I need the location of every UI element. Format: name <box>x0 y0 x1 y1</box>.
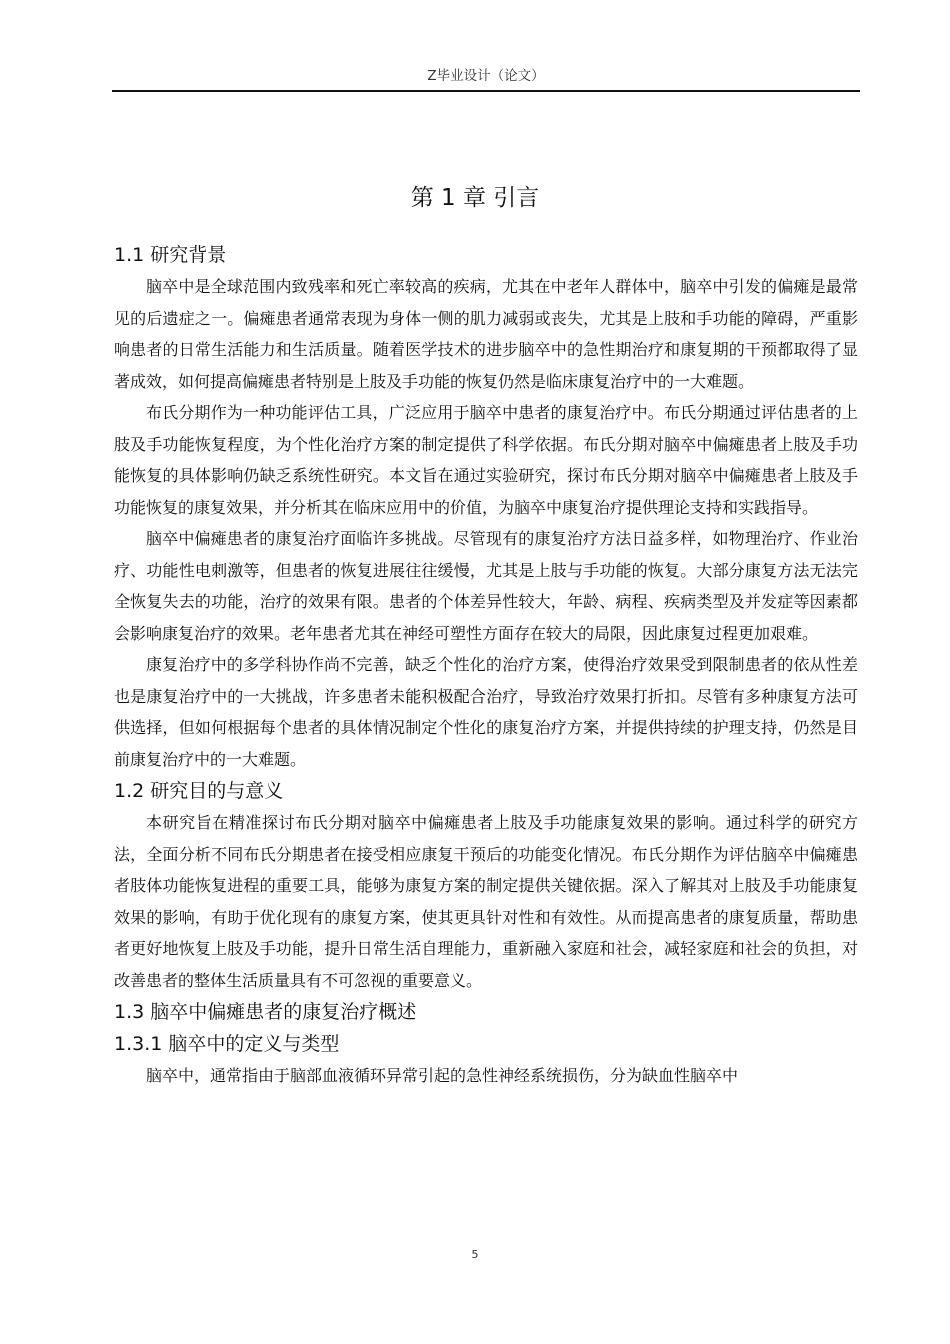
section-heading-1-3-1: 1.3.1 脑卒中的定义与类型 <box>114 1033 340 1055</box>
paragraph: 布氏分期作为一种功能评估工具，广泛应用于脑卒中患者的康复治疗中。布氏分期通过评估患者的上肢及手功能恢复程度，为个性化治疗方案的制定提供了科学依据。布氏分期对脑卒中偏瘫患者上肢及手功能恢复的具体影响仍缺乏系统性研究。本文旨在通过实验研究，探讨布氏分期对脑卒中偏瘫患者上肢及手功能恢复的康复效果，并分析其在临床应用中的价值，为脑卒中康复治疗提供理论支持和实践指导。 <box>114 403 858 517</box>
running-header: Z毕业设计（论文） <box>427 68 545 84</box>
section-heading-1-2: 1.2 研究目的与意义 <box>114 780 284 802</box>
section-heading-1-3: 1.3 脑卒中偏瘫患者的康复治疗概述 <box>114 1001 417 1023</box>
section-heading-1-1: 1.1 研究背景 <box>114 244 227 266</box>
header-rule <box>112 90 860 92</box>
paragraph: 本研究旨在精准探讨布氏分期对脑卒中偏瘫患者上肢及手功能康复效果的影响。通过科学的研究方法，全面分析不同布氏分期患者在接受相应康复干预后的功能变化情况。布氏分期作为评估脑卒中偏瘫患者肢体功能恢复进程的重要工具，能够为康复方案的制定提供关键依据。深入了解其对上肢及手功能康复效果的影响，有助于优化现有的康复方案，使其更具针对性和有效性。从而提高患者的康复质量，帮助患者更好地恢复上肢及手功能，提升日常生活自理能力，重新融入家庭和社会，减轻家庭和社会的负担，对改善患者的整体生活质量具有不可忽视的重要意义。 <box>114 813 858 990</box>
paragraph: 脑卒中，通常指由于脑部血液循环异常引起的急性神经系统损伤，分为缺血性脑卒中 <box>146 1066 739 1085</box>
paragraph: 康复治疗中的多学科协作尚不完善，缺乏个性化的治疗方案，使得治疗效果受到限制患者的依从性差也是康复治疗中的一大挑战，许多患者未能积极配合治疗，导致治疗效果打折扣。尽管有多种康复方法可供选择，但如何根据每个患者的具体情况制定个性化的康复治疗方案，并提供持续的护理支持，仍然是目前康复治疗中的一大难题。 <box>114 655 858 769</box>
page-number: 5 <box>471 1248 479 1261</box>
chapter-title: 第 1 章 引言 <box>410 185 540 211</box>
paragraph: 脑卒中偏瘫患者的康复治疗面临许多挑战。尽管现有的康复治疗方法日益多样，如物理治疗、作业治疗、功能性电刺激等，但患者的恢复进展往往缓慢，尤其是上肢与手功能的恢复。大部分康复方法无法完全恢复失去的功能，治疗的效果有限。患者的个体差异性较大，年龄、病程、疾病类型及并发症等因素都会影响康复治疗的效果。老年患者尤其在神经可塑性方面存在较大的局限，因此康复过程更加艰难。 <box>114 529 858 643</box>
page-body <box>114 239 858 1092</box>
paragraph: 脑卒中是全球范围内致残率和死亡率较高的疾病，尤其在中老年人群体中，脑卒中引发的偏瘫是最常见的后遗症之一。偏瘫患者通常表现为身体一侧的肌力减弱或丧失，尤其是上肢和手功能的障碍，严重影响患者的日常生活能力和生活质量。随着医学技术的进步脑卒中的急性期治疗和康复期的干预都取得了显著成效，如何提高偏瘫患者特别是上肢及手功能的恢复仍然是临床康复治疗中的一大难题。 <box>114 277 858 391</box>
